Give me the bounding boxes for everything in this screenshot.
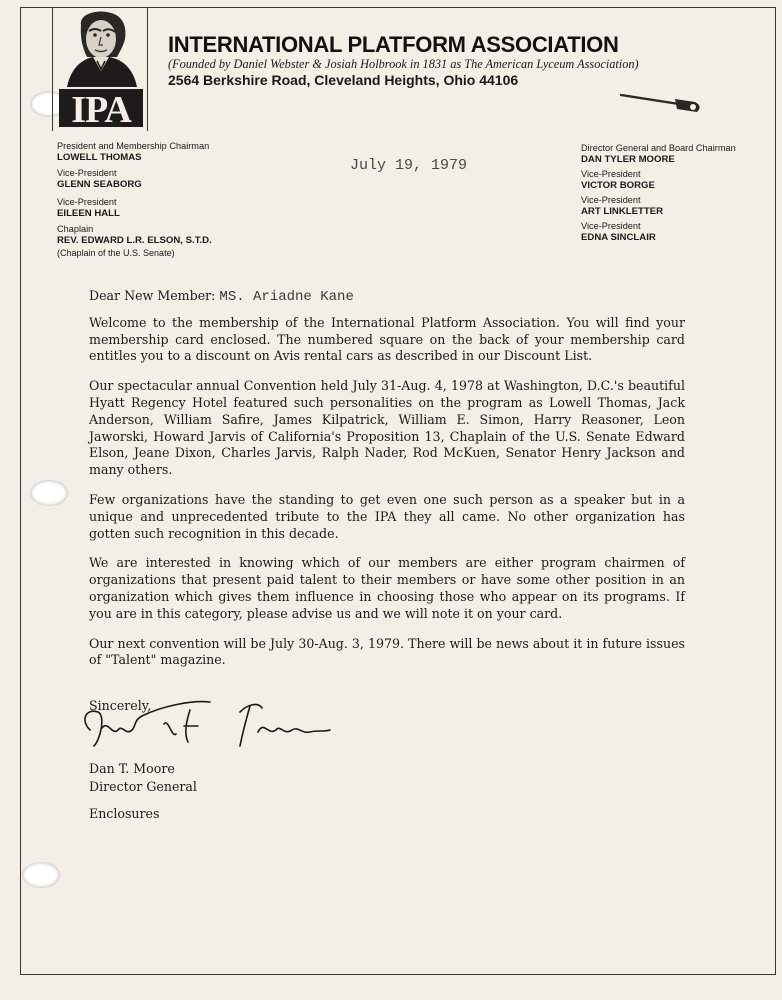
officer-role: Chaplain (57, 224, 94, 234)
officer-role: Vice-President (581, 195, 641, 205)
officer-name: EILEEN HALL (57, 208, 120, 219)
founded-line: (Founded by Daniel Webster & Josiah Holbrook in 1831 as The American Lyceum Association) (168, 57, 639, 71)
officer-name: LOWELL THOMAS (57, 152, 142, 163)
salutation-line (89, 288, 685, 306)
ipa-logo (52, 7, 148, 131)
officer-president (57, 140, 209, 164)
officer-role: Vice-President (581, 221, 641, 231)
signer-name: Dan T. Moore (89, 761, 175, 776)
punch-hole (22, 862, 60, 888)
officer-chaplain (57, 223, 212, 259)
officer-name: DAN TYLER MOORE (581, 154, 675, 165)
officer-vice-president (57, 167, 142, 191)
officer-role: Vice-President (57, 168, 117, 178)
officer-name: ART LINKLETTER (581, 206, 664, 217)
officer-name: VICTOR BORGE (581, 180, 655, 191)
officer-name: REV. EDWARD L.R. ELSON, S.T.D. (57, 235, 212, 246)
officer-role: President and Membership Chairman (57, 141, 210, 151)
signature (72, 690, 352, 760)
salutation: Dear New Member: (89, 288, 216, 303)
paragraph: We are interested in knowing which of our members are either program chairmen of organizations that present paid talent to their members or have some other position in an organization which gives them influence in choosing those who appear on its programs. If you are in this category, please advise us and we will note it on your card. (89, 555, 685, 621)
organization-name: INTERNATIONAL PLATFORM ASSOCIATION (168, 32, 619, 57)
letter-body (89, 288, 685, 682)
recipient-name: MS. Ariadne Kane (219, 289, 354, 305)
officer-note: (Chaplain of the U.S. Senate) (57, 248, 175, 258)
punch-hole (30, 480, 68, 506)
portrait-emblem (53, 7, 149, 131)
signer-title: Director General (89, 779, 197, 794)
paragraph: Our spectacular annual Convention held July 31-Aug. 4, 1978 at Washington, D.C.'s beautiful Hyatt Regency Hotel featured such personalities on the program as Lowell Thomas, Jack Anderson, William Safire, James Kilpatrick, William E. Simon, Harry Reasoner, Leon Jaworski, Howard Jarvis of California's Proposition 13, Chaplain of the U.S. Senate Edward Elson, Jeane Dixon, Charles Jarvis, Ralph Nader, Rod McKuen, Senator Henry Jackson and many others. (89, 378, 685, 478)
paragraph: Few organizations have the standing to get even one such person as a speaker but in a unique and unprecedented tribute to the IPA they all came. No other organization has gotten such recognition in this decade. (89, 491, 685, 541)
paragraph: Welcome to the membership of the International Platform Association. You will find your membership card enclosed. The numbered square on the back of your membership card entitles you to a discount on Avis rental cars as described in our Discount List. (89, 314, 685, 364)
letter-date: July 19, 1979 (350, 157, 468, 174)
officer-vice-president (581, 220, 656, 244)
paragraph: Our next convention will be July 30-Aug. 3, 1979. There will be news about it in future issues of "Talent" magazine. (89, 635, 685, 668)
pen-icon (617, 90, 707, 120)
officer-role: Vice-President (581, 169, 641, 179)
signature-block (89, 760, 197, 796)
officer-name: EDNA SINCLAIR (581, 232, 656, 243)
closing: Sincerely, (89, 698, 152, 713)
logo-lettering: IPA (71, 89, 131, 131)
officer-name: GLENN SEABORG (57, 179, 142, 190)
officer-role: Vice-President (57, 197, 117, 207)
officer-vice-president (581, 194, 663, 218)
officer-role: Director General and Board Chairman (581, 143, 736, 153)
officer-vice-president (57, 196, 120, 220)
enclosures-note: Enclosures (89, 806, 160, 821)
officer-director-general (581, 142, 736, 166)
officer-vice-president (581, 168, 655, 192)
organization-address: 2564 Berkshire Road, Cleveland Heights, Ohio 44106 (168, 72, 519, 88)
